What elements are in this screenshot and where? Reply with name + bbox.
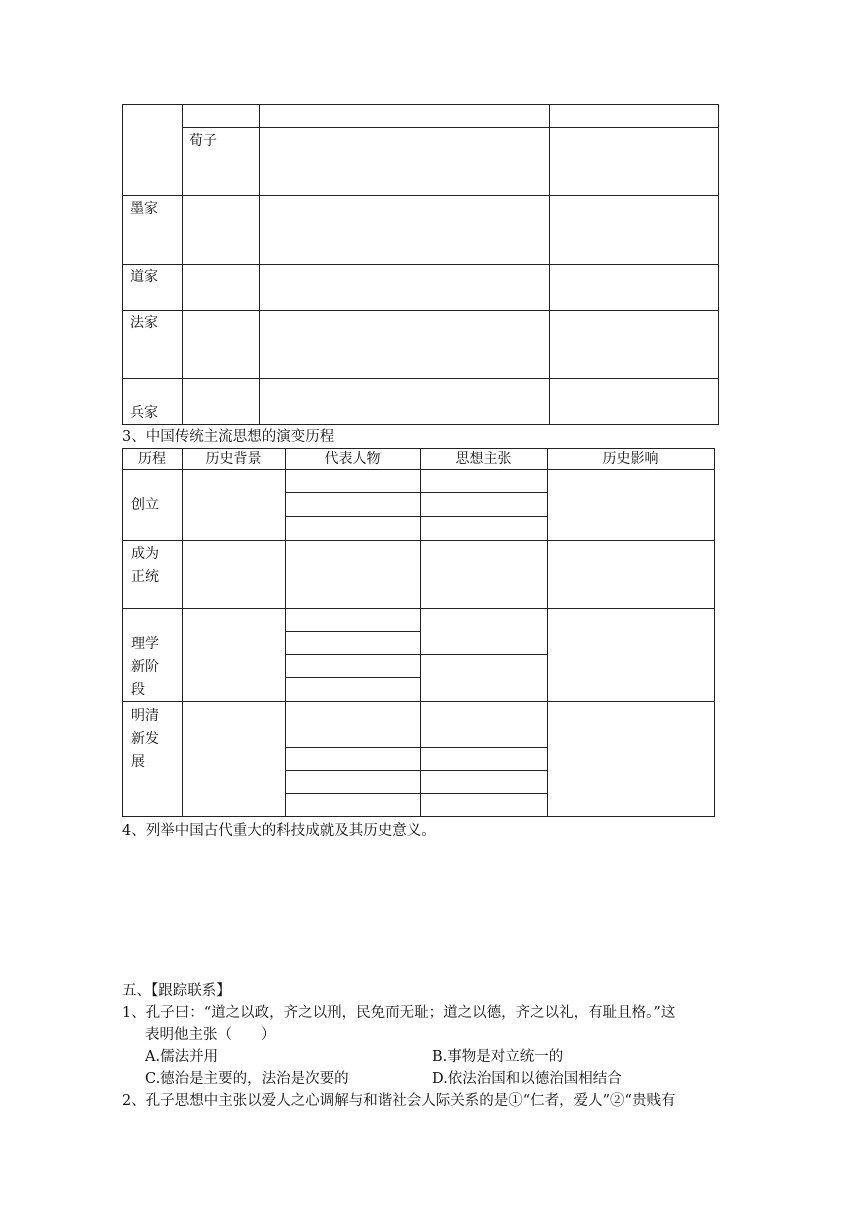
table-line	[547, 448, 548, 817]
table-cell: 法家	[130, 315, 158, 331]
table-line	[122, 310, 719, 311]
table-line	[718, 104, 719, 425]
table-line	[122, 608, 715, 609]
question-2-stem: 2、孔子思想中主张以爱人之心调解与和谐社会人际关系的是①“仁者，爱人”②“贵贱有	[122, 1093, 676, 1109]
stage-label: 正统	[131, 569, 159, 585]
table-line	[714, 448, 715, 817]
table-line	[285, 793, 547, 794]
table-line	[122, 701, 715, 702]
stage-label: 成为	[131, 546, 159, 562]
table-line	[122, 378, 719, 379]
table-cell: 墨家	[130, 201, 158, 217]
table-line	[285, 492, 547, 493]
table-line	[420, 448, 421, 817]
option-d: D.依法治国和以德治国相结合	[432, 1071, 622, 1087]
table-header: 历史背景	[205, 451, 262, 467]
table-line	[122, 469, 715, 470]
table-header: 思想主张	[455, 451, 512, 467]
table-line	[182, 448, 183, 817]
table-line	[182, 127, 719, 128]
table-line	[285, 631, 420, 632]
table-line	[122, 104, 123, 425]
question-1-stem-cont: 表明他主张（ ）	[145, 1027, 276, 1043]
option-c: C.德治是主要的，法治是次要的	[145, 1071, 349, 1087]
stage-label: 新阶	[131, 659, 159, 675]
table-line	[122, 264, 719, 265]
table-line	[182, 104, 183, 425]
q4-heading: 4、列举中国古代重大的科技成就及其历史意义。	[122, 823, 436, 839]
table-line	[285, 770, 547, 771]
table-cell: 荀子	[189, 133, 217, 149]
table-line	[122, 448, 123, 817]
stage-label: 创立	[131, 497, 159, 513]
stage-label: 展	[131, 754, 145, 770]
stage-label: 段	[131, 682, 145, 698]
table-line	[285, 448, 286, 817]
table-cell: 道家	[130, 269, 158, 285]
table-header: 历史影响	[602, 451, 659, 467]
stage-label: 明清	[131, 708, 159, 724]
table-line	[259, 104, 260, 425]
table-line	[285, 677, 420, 678]
table-line	[122, 424, 719, 425]
q3-heading: 3、中国传统主流思想的演变历程	[122, 429, 335, 445]
section-heading: 五、【跟踪联系】	[122, 983, 231, 999]
option-a: A.儒法并用	[145, 1049, 219, 1065]
option-b: B.事物是对立统一的	[432, 1049, 564, 1065]
table-line	[122, 104, 719, 105]
table-line	[122, 816, 715, 817]
table-line	[122, 195, 719, 196]
stage-label: 理学	[131, 636, 159, 652]
stage-label: 新发	[131, 731, 159, 747]
table-line	[285, 747, 547, 748]
question-1-stem: 1、孔子曰：“道之以政，齐之以刑，民免而无耻；道之以德，齐之以礼，有耻且格。”这	[122, 1005, 676, 1021]
table-header: 历程	[138, 451, 166, 467]
table-line	[549, 104, 550, 425]
table-line	[122, 540, 715, 541]
table-line	[285, 516, 547, 517]
table-line	[122, 448, 715, 449]
table-line	[285, 654, 547, 655]
table-header: 代表人物	[324, 451, 381, 467]
table-cell: 兵家	[130, 405, 158, 421]
